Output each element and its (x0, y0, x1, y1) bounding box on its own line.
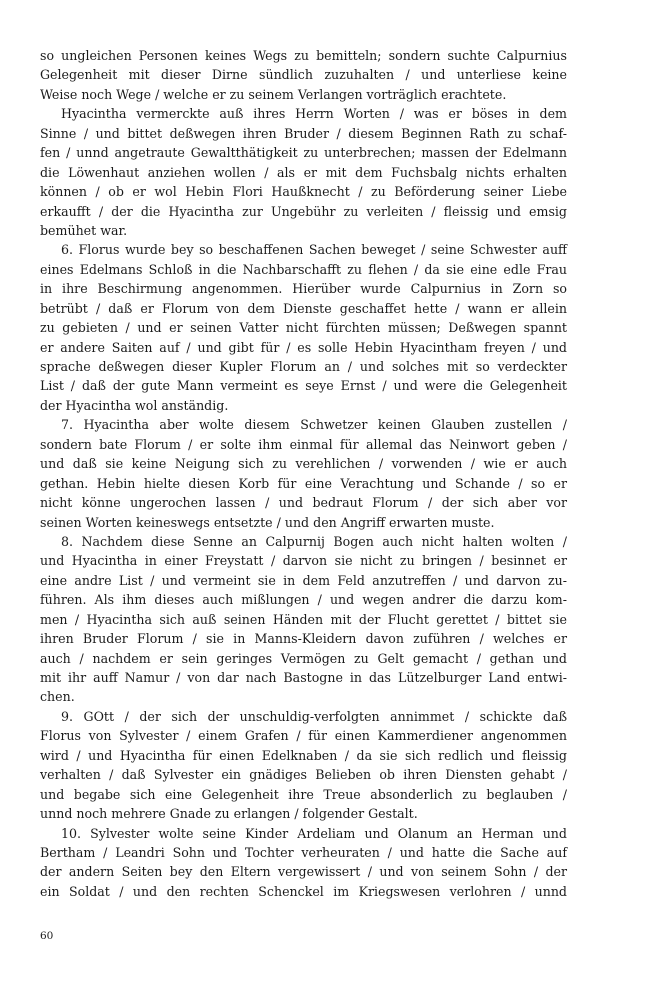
text-line: gethan. Hebin hielte diesen Korb für eine Verachtung und Schande / so er (40, 475, 567, 491)
text-line: eines Edelmans Schloß in die Nachbarschafft zu flehen / da sie eine edle Frau (40, 261, 567, 277)
text-line: Weise noch Wege / welche er zu seinem Verlangen vorträglich erachtete. (40, 86, 507, 102)
text-line: 6. Florus wurde bey so beschaffenen Sachen beweget / seine Schwester auff (61, 242, 567, 258)
text-line: führen. Als ihm dieses auch mißlungen / und wegen andrer die darzu kom- (40, 592, 567, 608)
text-line: nicht könne ungerochen lassen / und bedraut Florum / der sich aber vor (40, 495, 567, 511)
text-line: erkaufft / der die Hyacintha zur Ungebühr zu verleiten / fleissig und emsig (40, 203, 567, 219)
text-line: 8. Nachdem diese Senne an Calpurnij Bogen auch nicht halten wolten / (61, 533, 567, 549)
page-body (40, 46, 567, 901)
text-line: Bertham / Leandri Sohn und Tochter verheuraten / und hatte die Sache auf (40, 844, 567, 860)
text-line: eine andre List / und vermeint sie in dem Feld anzutreffen / und darvon zu- (40, 572, 567, 588)
text-line: können / ob er wol Hebin Flori Haußknecht / zu Beförderung seiner Liebe (40, 184, 567, 200)
text-line: Hyacintha vermerckte auß ihres Herrn Worten / was er böses in dem (61, 106, 567, 122)
text-line: 7. Hyacintha aber wolte diesem Schwetzer keinen Glauben zustellen / (61, 417, 567, 433)
text-line: auch / nachdem er sein geringes Vermögen zu Gelt gemacht / gethan und (40, 650, 567, 666)
text-line: die Löwenhaut anziehen wollen / als er mit dem Fuchsbalg nichts erhalten (40, 164, 567, 180)
text-line: Gelegenheit mit dieser Dirne sündlich zuzuhalten / und unterliese keine (40, 67, 567, 83)
text-line: so ungleichen Personen keines Wegs zu bemitteln; sondern suchte Calpurnius (40, 48, 567, 63)
text-line: der andern Seiten bey den Eltern vergewissert / und von seinem Sohn / der (40, 864, 567, 880)
text-line: seinen Worten keineswegs entsetzte / und den Angriff erwarten muste. (40, 514, 495, 530)
text-line: er andere Saiten auf / und gibt für / es solle Hebin Hyacintham freyen / und (40, 339, 567, 355)
text-line: 10. Sylvester wolte seine Kinder Ardeliam und Olanum an Herman und (61, 825, 567, 841)
text-line: chen. (40, 689, 75, 705)
text-line: und begabe sich eine Gelegenheit ihre Treue absonderlich zu beglauben / (40, 786, 567, 802)
text-line: men / Hyacintha sich auß seinen Händen mit der Flucht gerettet / bittet sie (40, 611, 567, 627)
text-line: der Hyacintha wol anständig. (40, 397, 229, 413)
text-line: und daß sie keine Neigung sich zu verehlichen / vorwenden / wie er auch (40, 456, 567, 472)
text-line: ihren Bruder Florum / sie in Manns-Kleidern davon zuführen / welches er (40, 631, 567, 647)
text-line: zu gebieten / und er seinen Vatter nicht fürchten müssen; Deßwegen spannt (40, 320, 567, 336)
text-line: fen / unnd angetraute Gewaltthätigkeit zu unterbrechen; massen der Edelmann (40, 145, 567, 161)
text-line: List / daß der gute Mann vermeint es seye Ernst / und were die Gelegenheit (40, 378, 567, 394)
text-line: in ihre Beschirmung angenommen. Hierüber wurde Calpurnius in Zorn so (40, 281, 567, 297)
text-line: 9. GOtt / der sich der unschuldig-verfolgten annimmet / schickte daß (61, 708, 567, 724)
text-line: Sinne / und bittet deßwegen ihren Bruder / diesem Beginnen Rath zu schaf- (40, 125, 567, 141)
text-line: verhalten / daß Sylvester ein gnädiges Belieben ob ihren Diensten gehabt / (40, 767, 567, 783)
text-line: mit ihr auff Namur / von dar nach Bastogne in das Lützelburger Land entwi- (40, 670, 567, 685)
text-line: unnd noch mehrere Gnade zu erlangen / folgender Gestalt. (40, 806, 418, 822)
text-line: sondern bate Florum / er solte ihm einmal für allemal das Neinwort geben / (40, 436, 567, 452)
text-line: wird / und Hyacintha für einen Edelknaben / da sie sich redlich und fleissig (40, 747, 567, 763)
text-line: ein Soldat / und den rechten Schenckel im Kriegswesen verlohren / unnd (40, 883, 567, 899)
text-line: sprache deßwegen dieser Kupler Florum an / und solches mit so verdeckter (40, 359, 567, 374)
text-line: Florus von Sylvester / einem Grafen / für einen Kammerdiener angenommen (40, 728, 567, 744)
text-line: bemühet war. (40, 222, 128, 238)
page-number: 60 (40, 930, 54, 942)
text-line: betrübt / daß er Florum von dem Dienste geschaffet hette / wann er allein (40, 300, 567, 316)
text-line: und Hyacintha in einer Freystatt / darvon sie nicht zu bringen / besinnet er (40, 553, 567, 569)
